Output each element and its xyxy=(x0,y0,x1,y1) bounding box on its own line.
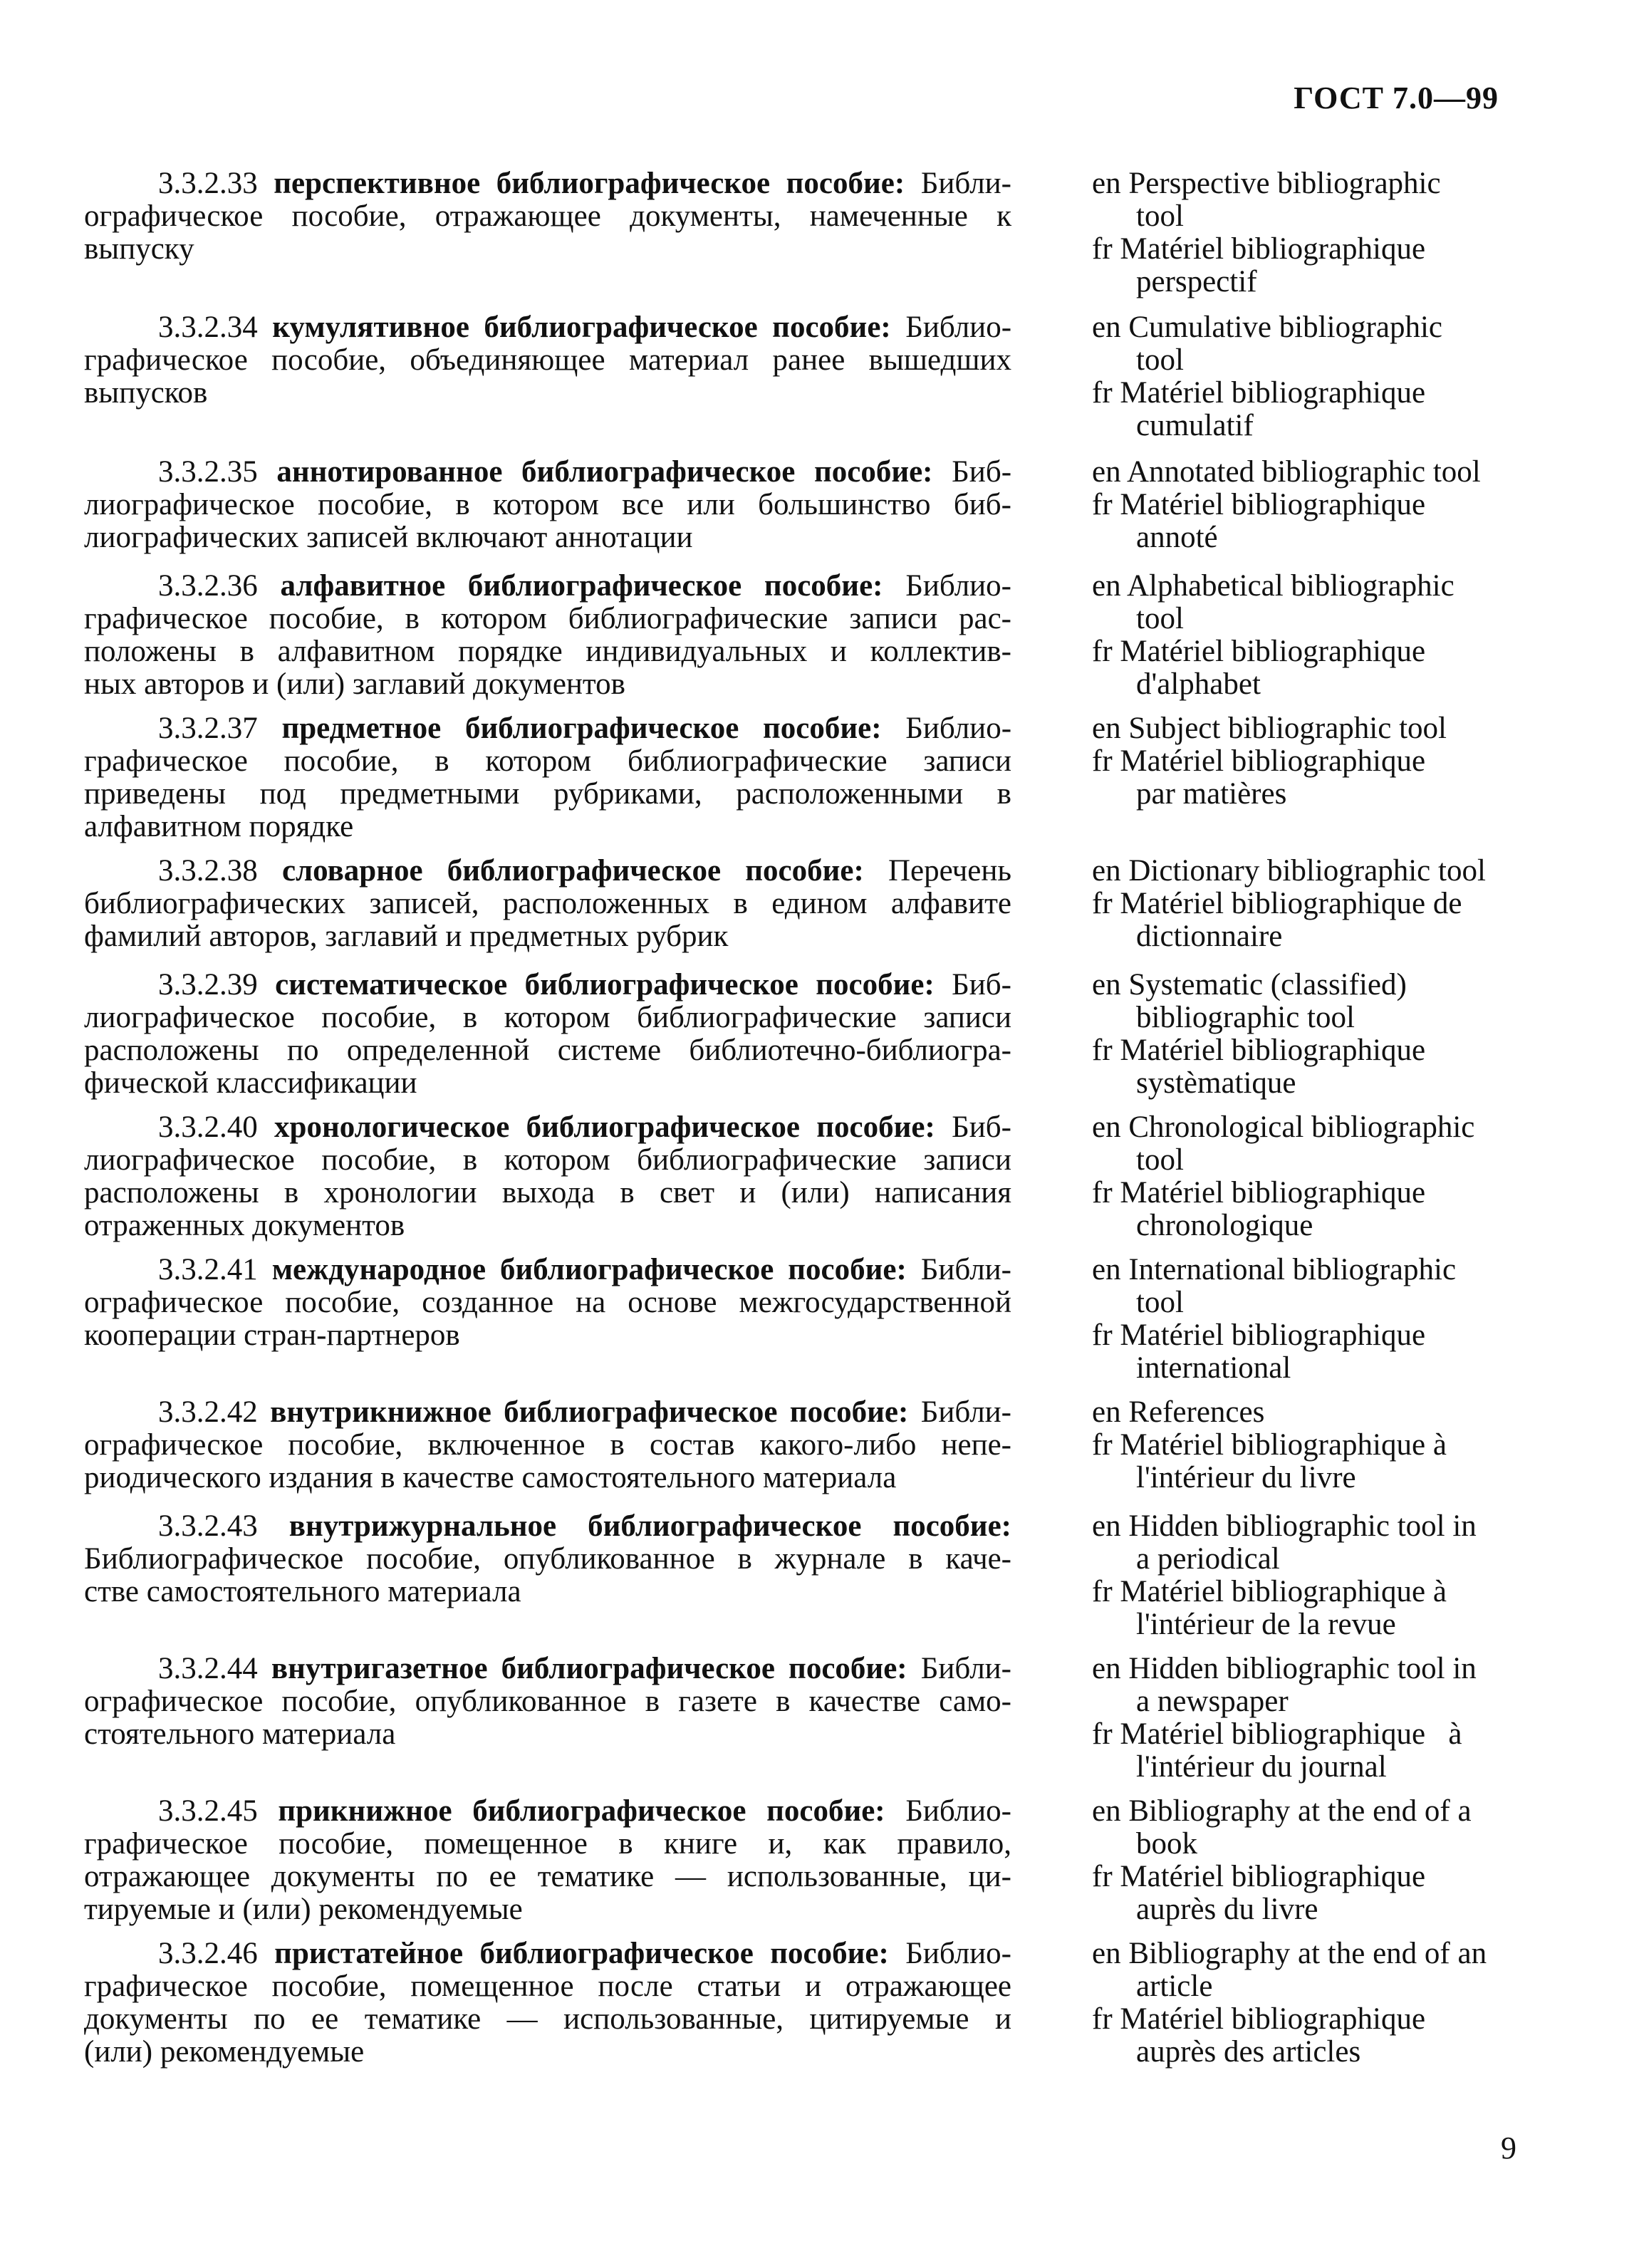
term-number: 3.3.2.36 xyxy=(158,569,258,603)
definition-text: Биб- xyxy=(952,968,1011,1002)
term-definition xyxy=(84,1111,1011,1242)
term-name: перспективное библиографическое пособие: xyxy=(274,167,905,200)
definition-text: Биб- xyxy=(952,1110,1011,1144)
term-definition xyxy=(84,1510,1011,1608)
equivalent-continuation: annoté xyxy=(1136,521,1218,554)
foreign-equivalents xyxy=(1092,1396,1548,1494)
definition-line: ных авторов и (или) заглавий документов xyxy=(84,667,625,701)
page-number: 9 xyxy=(1501,2131,1516,2165)
term-number: 3.3.2.39 xyxy=(158,968,258,1002)
definition-line: выпусков xyxy=(84,376,208,410)
equivalent-term: fr Matériel bibliographique xyxy=(1092,2002,1426,2036)
equivalent-term: en Bibliography at the end of a xyxy=(1092,1794,1472,1828)
foreign-equivalents xyxy=(1092,1795,1548,1926)
term-definition xyxy=(84,969,1011,1100)
definition-text: Биб- xyxy=(952,455,1012,489)
definition-line: расположены в хронологии выхода в свет и (или) написания xyxy=(84,1176,1011,1210)
definition-first-line xyxy=(84,1510,1011,1543)
equivalent-continuation: tool xyxy=(1136,1143,1184,1177)
equivalent-term: en Perspective bibliographic xyxy=(1092,167,1441,200)
equivalent-continuation: tool xyxy=(1136,343,1184,377)
definition-first-line xyxy=(84,456,1011,489)
definition-line: фической классификации xyxy=(84,1066,417,1100)
term-number: 3.3.2.35 xyxy=(158,455,258,489)
term-name: аннотированное библиографическое пособие: xyxy=(276,455,933,489)
definition-text: Библи- xyxy=(920,1395,1011,1429)
term-name: предметное библиографическое пособие: xyxy=(281,712,882,745)
definition-line: фамилий авторов, заглавий и предметных рубрик xyxy=(84,920,729,953)
equivalent-term: fr Matériel bibliographique xyxy=(1092,232,1426,266)
equivalent-term: en References xyxy=(1092,1395,1265,1429)
equivalent-continuation: systèmatique xyxy=(1136,1066,1296,1100)
equivalent-term: en Systematic (classified) xyxy=(1092,968,1407,1002)
definition-first-line xyxy=(84,1795,1011,1828)
definition-first-line xyxy=(84,969,1011,1002)
equivalent-term: en Chronological bibliographic xyxy=(1092,1110,1475,1144)
equivalent-continuation: perspectif xyxy=(1136,265,1257,298)
term-number: 3.3.2.46 xyxy=(158,1937,258,1970)
definition-line: кооперации стран-партнеров xyxy=(84,1318,460,1352)
equivalent-continuation: dictionnaire xyxy=(1136,920,1283,953)
foreign-equivalents xyxy=(1092,1653,1548,1784)
definition-line: ографическое пособие, созданное на основе межгосударственной xyxy=(84,1286,1011,1319)
equivalent-term: en Hidden bibliographic tool in xyxy=(1092,1509,1477,1543)
definition-first-line xyxy=(84,855,1011,888)
definition-line: приведены под предметными рубриками, расположенными в xyxy=(84,777,1011,811)
definition-line: расположены по определенной системе библиотечно-библиогра- xyxy=(84,1034,1011,1067)
term-number: 3.3.2.43 xyxy=(158,1509,258,1543)
term-number: 3.3.2.37 xyxy=(158,712,258,745)
definition-line: алфавитном порядке xyxy=(84,810,354,843)
equivalent-term: en Bibliography at the end of an xyxy=(1092,1937,1487,1970)
definition-first-line xyxy=(84,1653,1011,1685)
equivalent-continuation: cumulatif xyxy=(1136,409,1254,442)
term-definition xyxy=(84,570,1011,701)
equivalent-term: fr Matériel bibliographique xyxy=(1092,635,1426,668)
definition-line: положены в алфавитном порядке индивидуальных и коллектив- xyxy=(84,635,1011,668)
foreign-equivalents xyxy=(1092,1510,1548,1641)
term-name: словарное библиографическое пособие: xyxy=(281,854,864,888)
term-name: алфавитное библиографическое пособие: xyxy=(280,569,883,603)
definition-first-line xyxy=(84,712,1011,745)
equivalent-continuation: tool xyxy=(1136,602,1184,635)
definition-line: графическое пособие, объединяющее материал ранее вышедших xyxy=(84,343,1011,377)
definition-line: ографическое пособие, включенное в состав какого-либо непе- xyxy=(84,1428,1011,1462)
definition-line: лиографическое пособие, в котором библиографические записи xyxy=(84,1143,1011,1177)
equivalent-term: fr Matériel bibliographique xyxy=(1092,488,1426,521)
equivalent-term: fr Matériel bibliographique de xyxy=(1092,887,1462,920)
definition-text: Библио- xyxy=(905,712,1012,745)
equivalent-continuation: international xyxy=(1136,1351,1291,1385)
term-number: 3.3.2.42 xyxy=(158,1395,258,1429)
equivalent-continuation: article xyxy=(1136,1970,1213,2003)
term-number: 3.3.2.45 xyxy=(158,1794,258,1828)
equivalent-term: fr Matériel bibliographique xyxy=(1092,376,1426,410)
term-name: внутрижурнальное библиографическое пособие: xyxy=(288,1509,1011,1543)
definition-line: графическое пособие, помещенное после статьи и отражающее xyxy=(84,1970,1011,2003)
term-number: 3.3.2.38 xyxy=(158,854,258,888)
equivalent-continuation: chronologique xyxy=(1136,1209,1313,1242)
foreign-equivalents xyxy=(1092,456,1548,554)
foreign-equivalents xyxy=(1092,570,1548,701)
definition-text: Библи- xyxy=(920,167,1012,200)
term-definition xyxy=(84,855,1011,953)
definition-text: Библио- xyxy=(905,311,1012,344)
equivalent-continuation: bibliographic tool xyxy=(1136,1001,1355,1034)
definition-line: отражающее документы по ее тематике — использованные, ци- xyxy=(84,1860,1011,1893)
term-name: систематическое библиографическое пособие: xyxy=(275,968,935,1002)
definition-line: графическое пособие, помещенное в книге и, как правило, xyxy=(84,1827,1011,1861)
definition-line: Библиографическое пособие, опубликованное в журнале в каче- xyxy=(84,1542,1011,1576)
definition-text: Библио- xyxy=(905,1794,1011,1828)
definition-line: стве самостоятельного материала xyxy=(84,1575,521,1608)
foreign-equivalents xyxy=(1092,311,1548,442)
definition-line: лиографическое пособие, в котором все или большинство биб- xyxy=(84,488,1011,521)
definition-line: библиографических записей, расположенных в едином алфавите xyxy=(84,887,1011,920)
equivalent-term: fr Matériel bibliographique à xyxy=(1092,1428,1447,1462)
equivalent-term: en Annotated bibliographic tool xyxy=(1092,455,1481,489)
definition-line: тируемые и (или) рекомендуемые xyxy=(84,1893,523,1926)
definition-line: лиографическое пособие, в котором библиографические записи xyxy=(84,1001,1011,1034)
definition-line: стоятельного материала xyxy=(84,1717,396,1751)
equivalent-term: en Subject bibliographic tool xyxy=(1092,712,1447,745)
definition-line: выпуску xyxy=(84,232,194,266)
equivalent-term: fr Matériel bibliographique à xyxy=(1092,1717,1462,1751)
definition-text: Библи- xyxy=(920,1253,1012,1286)
definition-first-line xyxy=(84,167,1011,200)
equivalent-continuation: book xyxy=(1136,1827,1197,1861)
equivalent-term: fr Matériel bibliographique xyxy=(1092,1034,1426,1067)
foreign-equivalents xyxy=(1092,1111,1548,1242)
definition-first-line xyxy=(84,1111,1011,1144)
term-definition xyxy=(84,456,1011,554)
term-definition xyxy=(84,311,1011,410)
equivalent-term: en Cumulative bibliographic xyxy=(1092,311,1443,344)
equivalent-term: fr Matériel bibliographique xyxy=(1092,1318,1426,1352)
equivalent-term: fr Matériel bibliographique xyxy=(1092,1860,1426,1893)
equivalent-continuation: auprès des articles xyxy=(1136,2035,1361,2069)
foreign-equivalents xyxy=(1092,855,1548,953)
definition-first-line xyxy=(84,1937,1011,1970)
foreign-equivalents xyxy=(1092,1937,1548,2069)
term-name: хронологическое библиографическое пособие: xyxy=(274,1110,935,1144)
equivalent-continuation: l'intérieur du journal xyxy=(1136,1750,1387,1784)
term-number: 3.3.2.34 xyxy=(158,311,258,344)
equivalent-term: fr Matériel bibliographique à xyxy=(1092,1575,1447,1608)
foreign-equivalents xyxy=(1092,712,1548,811)
term-number: 3.3.2.33 xyxy=(158,167,258,200)
definition-first-line xyxy=(84,1396,1011,1429)
equivalent-term: fr Matériel bibliographique xyxy=(1092,1176,1426,1210)
equivalent-continuation: d'alphabet xyxy=(1136,667,1261,701)
equivalent-continuation: a periodical xyxy=(1136,1542,1280,1576)
equivalent-term: en Hidden bibliographic tool in xyxy=(1092,1652,1477,1685)
foreign-equivalents xyxy=(1092,969,1548,1100)
term-name: внутригазетное библиографическое пособие: xyxy=(271,1652,907,1685)
equivalent-continuation: tool xyxy=(1136,1286,1184,1319)
equivalent-continuation: a newspaper xyxy=(1136,1685,1289,1718)
term-name: внутрикнижное библиографическое пособие: xyxy=(270,1395,909,1429)
definition-text: Библио- xyxy=(905,1937,1012,1970)
equivalent-continuation: l'intérieur du livre xyxy=(1136,1461,1356,1494)
definition-line: графическое пособие, в котором библиографические записи рас- xyxy=(84,602,1011,635)
term-number: 3.3.2.41 xyxy=(158,1253,258,1286)
definition-line: документы по ее тематике — использованные, цитируемые и xyxy=(84,2002,1011,2036)
equivalent-term: en Dictionary bibliographic tool xyxy=(1092,854,1486,888)
definition-first-line xyxy=(84,1254,1011,1286)
equivalent-continuation: par matières xyxy=(1136,777,1287,811)
equivalent-term: en International bibliographic xyxy=(1092,1253,1457,1286)
term-definition xyxy=(84,167,1011,266)
term-definition xyxy=(84,1396,1011,1494)
term-definition xyxy=(84,712,1011,843)
term-definition xyxy=(84,1653,1011,1751)
definition-text: Библи- xyxy=(920,1652,1011,1685)
definition-line: ографическое пособие, опубликованное в газете в качестве само- xyxy=(84,1685,1011,1718)
term-number: 3.3.2.44 xyxy=(158,1652,258,1685)
term-name: международное библиографическое пособие: xyxy=(271,1253,907,1286)
definition-line: графическое пособие, в котором библиографические записи xyxy=(84,744,1011,778)
equivalent-term: en Alphabetical bibliographic xyxy=(1092,569,1455,603)
definition-first-line xyxy=(84,570,1011,603)
term-number: 3.3.2.40 xyxy=(158,1110,258,1144)
definition-first-line xyxy=(84,311,1011,344)
definition-text: Перечень xyxy=(888,854,1011,888)
equivalent-continuation: tool xyxy=(1136,199,1184,233)
term-name: кумулятивное библиографическое пособие: xyxy=(272,311,891,344)
definition-line: риодического издания в качестве самостоятельного материала xyxy=(84,1461,897,1494)
equivalent-term: fr Matériel bibliographique xyxy=(1092,744,1426,778)
foreign-equivalents xyxy=(1092,167,1548,298)
term-definition xyxy=(84,1937,1011,2069)
equivalent-continuation: auprès du livre xyxy=(1136,1893,1318,1926)
definition-line: отраженных документов xyxy=(84,1209,405,1242)
term-definition xyxy=(84,1254,1011,1352)
foreign-equivalents xyxy=(1092,1254,1548,1385)
definition-line: ографическое пособие, отражающее документы, намеченные к xyxy=(84,199,1011,233)
definition-line: лиографических записей включают аннотации xyxy=(84,521,693,554)
term-name: пристатейное библиографическое пособие: xyxy=(274,1937,889,1970)
term-definition xyxy=(84,1795,1011,1926)
document-header: ГОСТ 7.0—99 xyxy=(1294,80,1499,115)
equivalent-continuation: l'intérieur de la revue xyxy=(1136,1608,1396,1641)
definition-line: (или) рекомендуемые xyxy=(84,2035,365,2069)
definition-text: Библио- xyxy=(905,569,1012,603)
term-name: прикнижное библиографическое пособие: xyxy=(278,1794,885,1828)
